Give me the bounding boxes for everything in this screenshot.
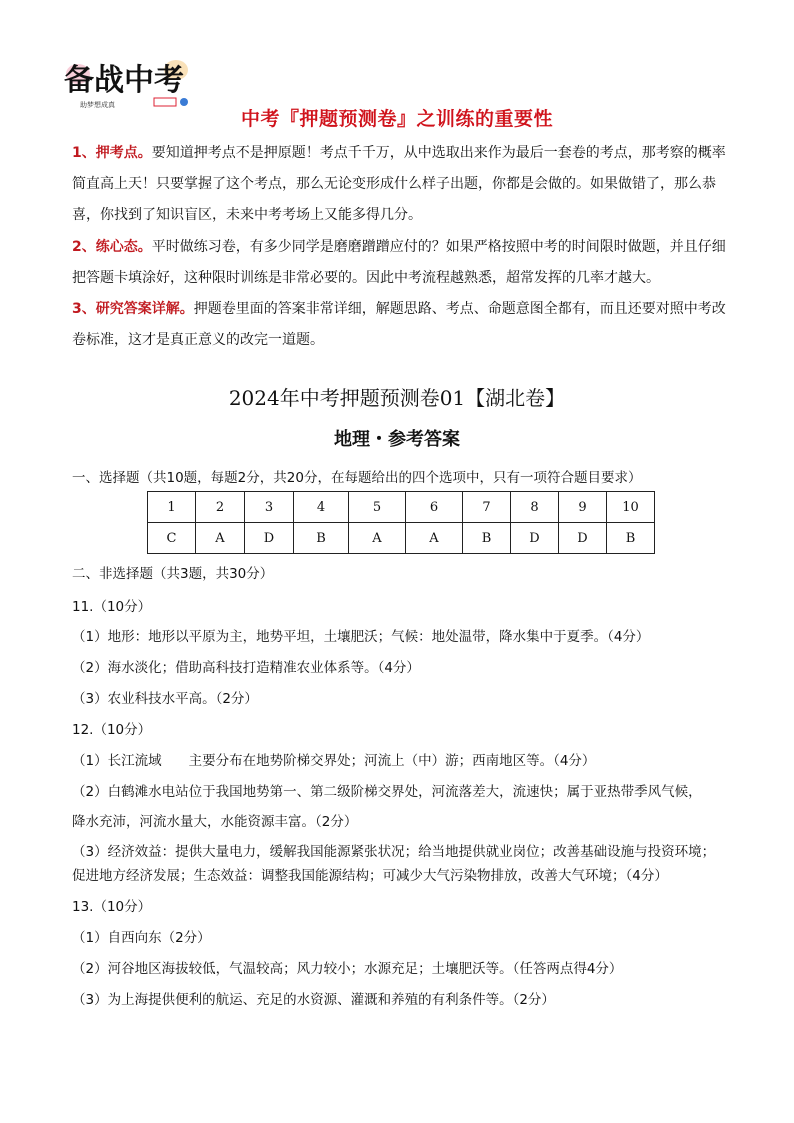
promo-item-1 bbox=[72, 138, 728, 231]
promo-item-3-label: 3、研究答案详解。 bbox=[72, 301, 194, 317]
answer-cell: D bbox=[559, 523, 607, 554]
q13-answer-1: （1）自西向东（2分） bbox=[72, 930, 211, 946]
q12-answer-3-line-1: （3）经济效益：提供大量电力，缓解我国能源紧张状况；给当地提供就业岗位；改善基础设施与投资环境； bbox=[72, 844, 716, 860]
answer-cell: A bbox=[196, 523, 245, 554]
answer-cell: C bbox=[148, 523, 196, 554]
promo-item-2-line-1: 平时做练习卷，有多少同学是磨磨蹭蹭应付的？如果严格按照中考的时间限时做题，并且仔细 bbox=[151, 239, 726, 255]
answer-cell: D bbox=[245, 523, 294, 554]
promo-item-1-label: 1、押考点。 bbox=[72, 145, 152, 161]
promo-item-3 bbox=[72, 294, 728, 356]
q12-title: 12.（10分） bbox=[72, 722, 152, 738]
section2-heading: 二、非选择题（共3题，共30分） bbox=[72, 566, 274, 582]
promo-item-2-line-2: 把答题卡填涂好，这种限时训练是非常必要的。因此中考流程越熟悉，超常发挥的几率才越大。 bbox=[72, 270, 660, 286]
answer-cell: A bbox=[406, 523, 463, 554]
answer-table-number-row bbox=[148, 492, 655, 523]
question-number: 10 bbox=[607, 492, 655, 523]
section1-heading: 一、选择题（共10题，每题2分，共20分，在每题给出的四个选项中，只有一项符合题目要求） bbox=[72, 470, 642, 486]
answer-table-answer-row bbox=[148, 523, 655, 554]
answer-cell: B bbox=[463, 523, 511, 554]
promo-item-2 bbox=[72, 232, 728, 294]
q12-answer-3-line-2: 促进地方经济发展；生态效益：调整我国能源结构；可减少大气污染物排放，改善大气环境；（4分） bbox=[72, 868, 668, 884]
promo-item-3-line-1: 押题卷里面的答案非常详细，解题思路、考点、命题意图全都有，而且还要对照中考改 bbox=[193, 301, 726, 317]
q13-answer-3: （3）为上海提供便利的航运、充足的水资源、灌溉和养殖的有利条件等。（2分） bbox=[72, 992, 555, 1008]
question-number: 3 bbox=[245, 492, 294, 523]
logo-tagline: 助梦想成真 bbox=[80, 101, 115, 109]
q11-answer-1: （1）地形：地形以平原为主，地势平坦，土壤肥沃；气候：地处温带，降水集中于夏季。（4分） bbox=[72, 629, 650, 645]
q11-answer-2: （2）海水淡化；借助高科技打造精准农业体系等。（4分） bbox=[72, 660, 420, 676]
logo-text: 备战中考 bbox=[64, 63, 184, 98]
q12-answer-2-line-2: 降水充沛，河流水量大，水能资源丰富。（2分） bbox=[72, 814, 358, 830]
q13-title: 13.（10分） bbox=[72, 899, 152, 915]
q12-answer-1: （1）长江流域 主要分布在地势阶梯交界处；河流上（中）游；西南地区等。（4分） bbox=[72, 753, 596, 769]
question-number: 2 bbox=[196, 492, 245, 523]
promo-item-3-line-2: 卷标准，这才是真正意义的改完一道题。 bbox=[72, 332, 324, 348]
answer-cell: B bbox=[294, 523, 349, 554]
promo-item-1-line-1: 要知道押考点不是押原题！考点千千万，从中选取出来作为最后一套卷的考点，那考察的概率 bbox=[151, 145, 726, 161]
promo-item-1-line-3: 喜，你找到了知识盲区，未来中考考场上又能多得几分。 bbox=[72, 207, 422, 223]
question-number: 8 bbox=[511, 492, 559, 523]
exam-title: 2024年中考押题预测卷01【湖北卷】 bbox=[228, 386, 566, 410]
promo-item-1-line-2: 简直高上天！只要掌握了这个考点，那么无论变形成什么样子出题，你都是会做的。如果做错了，那么恭 bbox=[72, 176, 716, 192]
question-number: 9 bbox=[559, 492, 607, 523]
answer-cell: B bbox=[607, 523, 655, 554]
question-number: 1 bbox=[148, 492, 196, 523]
q11-answer-3: （3）农业科技水平高。（2分） bbox=[72, 691, 258, 707]
q13-answer-2: （2）河谷地区海拔较低，气温较高；风力较小；水源充足；土壤肥沃等。（任答两点得4分） bbox=[72, 961, 623, 977]
answer-cell: D bbox=[511, 523, 559, 554]
answer-cell: A bbox=[349, 523, 406, 554]
question-number: 5 bbox=[349, 492, 406, 523]
exam-subtitle: 地理・参考答案 bbox=[334, 429, 460, 450]
promo-item-2-label: 2、练心态。 bbox=[72, 239, 152, 255]
q12-answer-2-line-1: （2）白鹤滩水电站位于我国地势第一、第二级阶梯交界处，河流落差大，流速快；属于亚热带季风气候， bbox=[72, 784, 702, 800]
question-number: 6 bbox=[406, 492, 463, 523]
q11-title: 11.（10分） bbox=[72, 599, 152, 615]
question-number: 4 bbox=[294, 492, 349, 523]
promo-title: 中考『押题预测卷』之训练的重要性 bbox=[240, 108, 553, 130]
question-number: 7 bbox=[463, 492, 511, 523]
answer-table bbox=[147, 491, 655, 554]
